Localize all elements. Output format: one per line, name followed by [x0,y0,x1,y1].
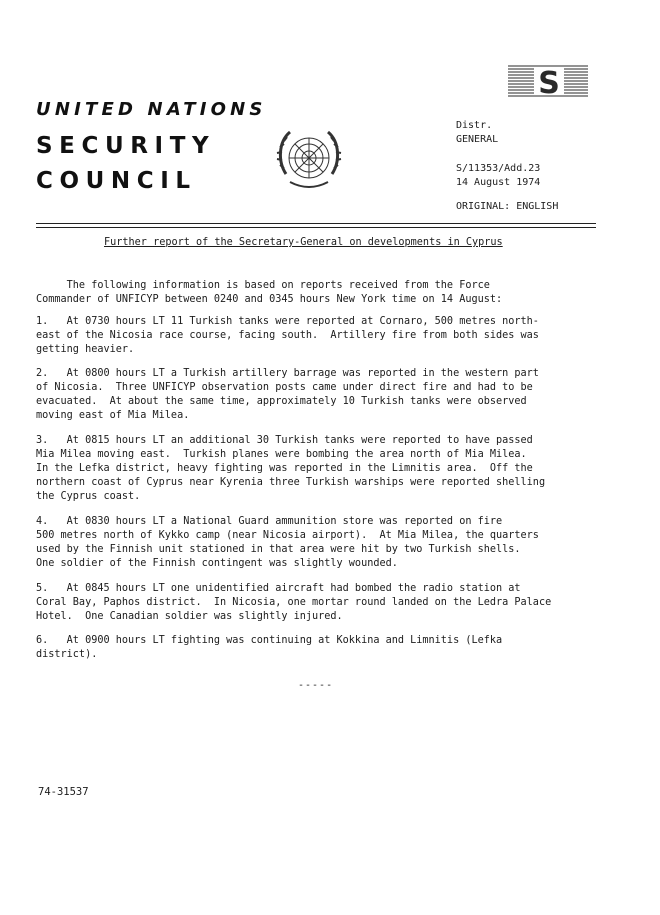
org-united-nations: UNITED NATIONS [36,99,267,120]
security-council-s-logo [508,64,588,98]
document-number: 74-31537 [38,786,89,798]
paragraph-4-line: used by the Finnish unit stationed in that area were hit by two Turkish shells. [36,544,521,555]
paragraph-5-line: 5. At 0845 hours LT one unidentified aircraft had bombed the radio station at [36,583,521,594]
paragraph-1-line: getting heavier. [36,344,135,355]
paragraph-5-line: Hotel. One Canadian soldier was slightly injured. [36,611,343,622]
intro-line: Commander of UNFICYP between 0240 and 0345 hours New York time on 14 August: [36,294,503,305]
end-separator: ----- [298,680,334,691]
document-date: 14 August 1974 [456,177,541,188]
paragraph-6-line: district). [36,649,98,660]
paragraph-2-line: 2. At 0800 hours LT a Turkish artillery barrage was reported in the western part [36,368,539,379]
report-title: Further report of the Secretary-General on developments in Cyprus [104,237,503,248]
paragraph-5-line: Coral Bay, Paphos district. In Nicosia, one mortar round landed on the Ledra Palace [36,597,552,608]
paragraph-1-line: east of the Nicosia race course, facing south. Artillery fire from both sides was [36,330,539,341]
un-emblem-icon [276,122,342,202]
paragraph-3-line: 3. At 0815 hours LT an additional 30 Turkish tanks were reported to have passed [36,435,533,446]
paragraph-4-line: 500 metres north of Kykko camp (near Nicosia airport). At Mia Milea, the quarters [36,530,539,541]
intro-line: The following information is based on reports received from the Force [36,280,490,291]
document-symbol: S/11353/Add.23 [456,163,541,174]
paragraph-6-line: 6. At 0900 hours LT fighting was continuing at Kokkina and Limnitis (Lefka [36,635,503,646]
org-security: SECURITY [36,133,216,159]
org-council: COUNCIL [36,168,197,194]
paragraph-1-line: 1. At 0730 hours LT 11 Turkish tanks were reported at Cornaro, 500 metres north- [36,316,539,327]
svg-text:S: S [538,66,560,98]
original-language: ORIGINAL: ENGLISH [456,201,559,212]
paragraph-3-line: northern coast of Cyprus near Kyrenia three Turkish warships were reported shelling [36,477,546,488]
paragraph-3-line: the Cyprus coast. [36,491,141,502]
paragraph-3-line: Mia Milea moving east. Turkish planes were bombing the area north of Mia Milea. [36,449,527,460]
paragraph-3-line: In the Lefka district, heavy fighting was reported in the Limnitis area. Off the [36,463,533,474]
paragraph-2-line: of Nicosia. Three UNFICYP observation posts came under direct fire and had to be [36,382,533,393]
paragraph-4-line: 4. At 0830 hours LT a National Guard ammunition store was reported on fire [36,516,503,527]
header-rule-bottom [36,227,596,228]
paragraph-4-line: One soldier of the Finnish contingent was slightly wounded. [36,558,398,569]
distribution-value: GENERAL [456,134,499,145]
paragraph-2-line: evacuated. At about the same time, approximately 10 Turkish tanks were observed [36,396,527,407]
header-rule-top [36,223,596,224]
paragraph-2-line: moving east of Mia Milea. [36,410,190,421]
distribution-label: Distr. [456,120,493,131]
